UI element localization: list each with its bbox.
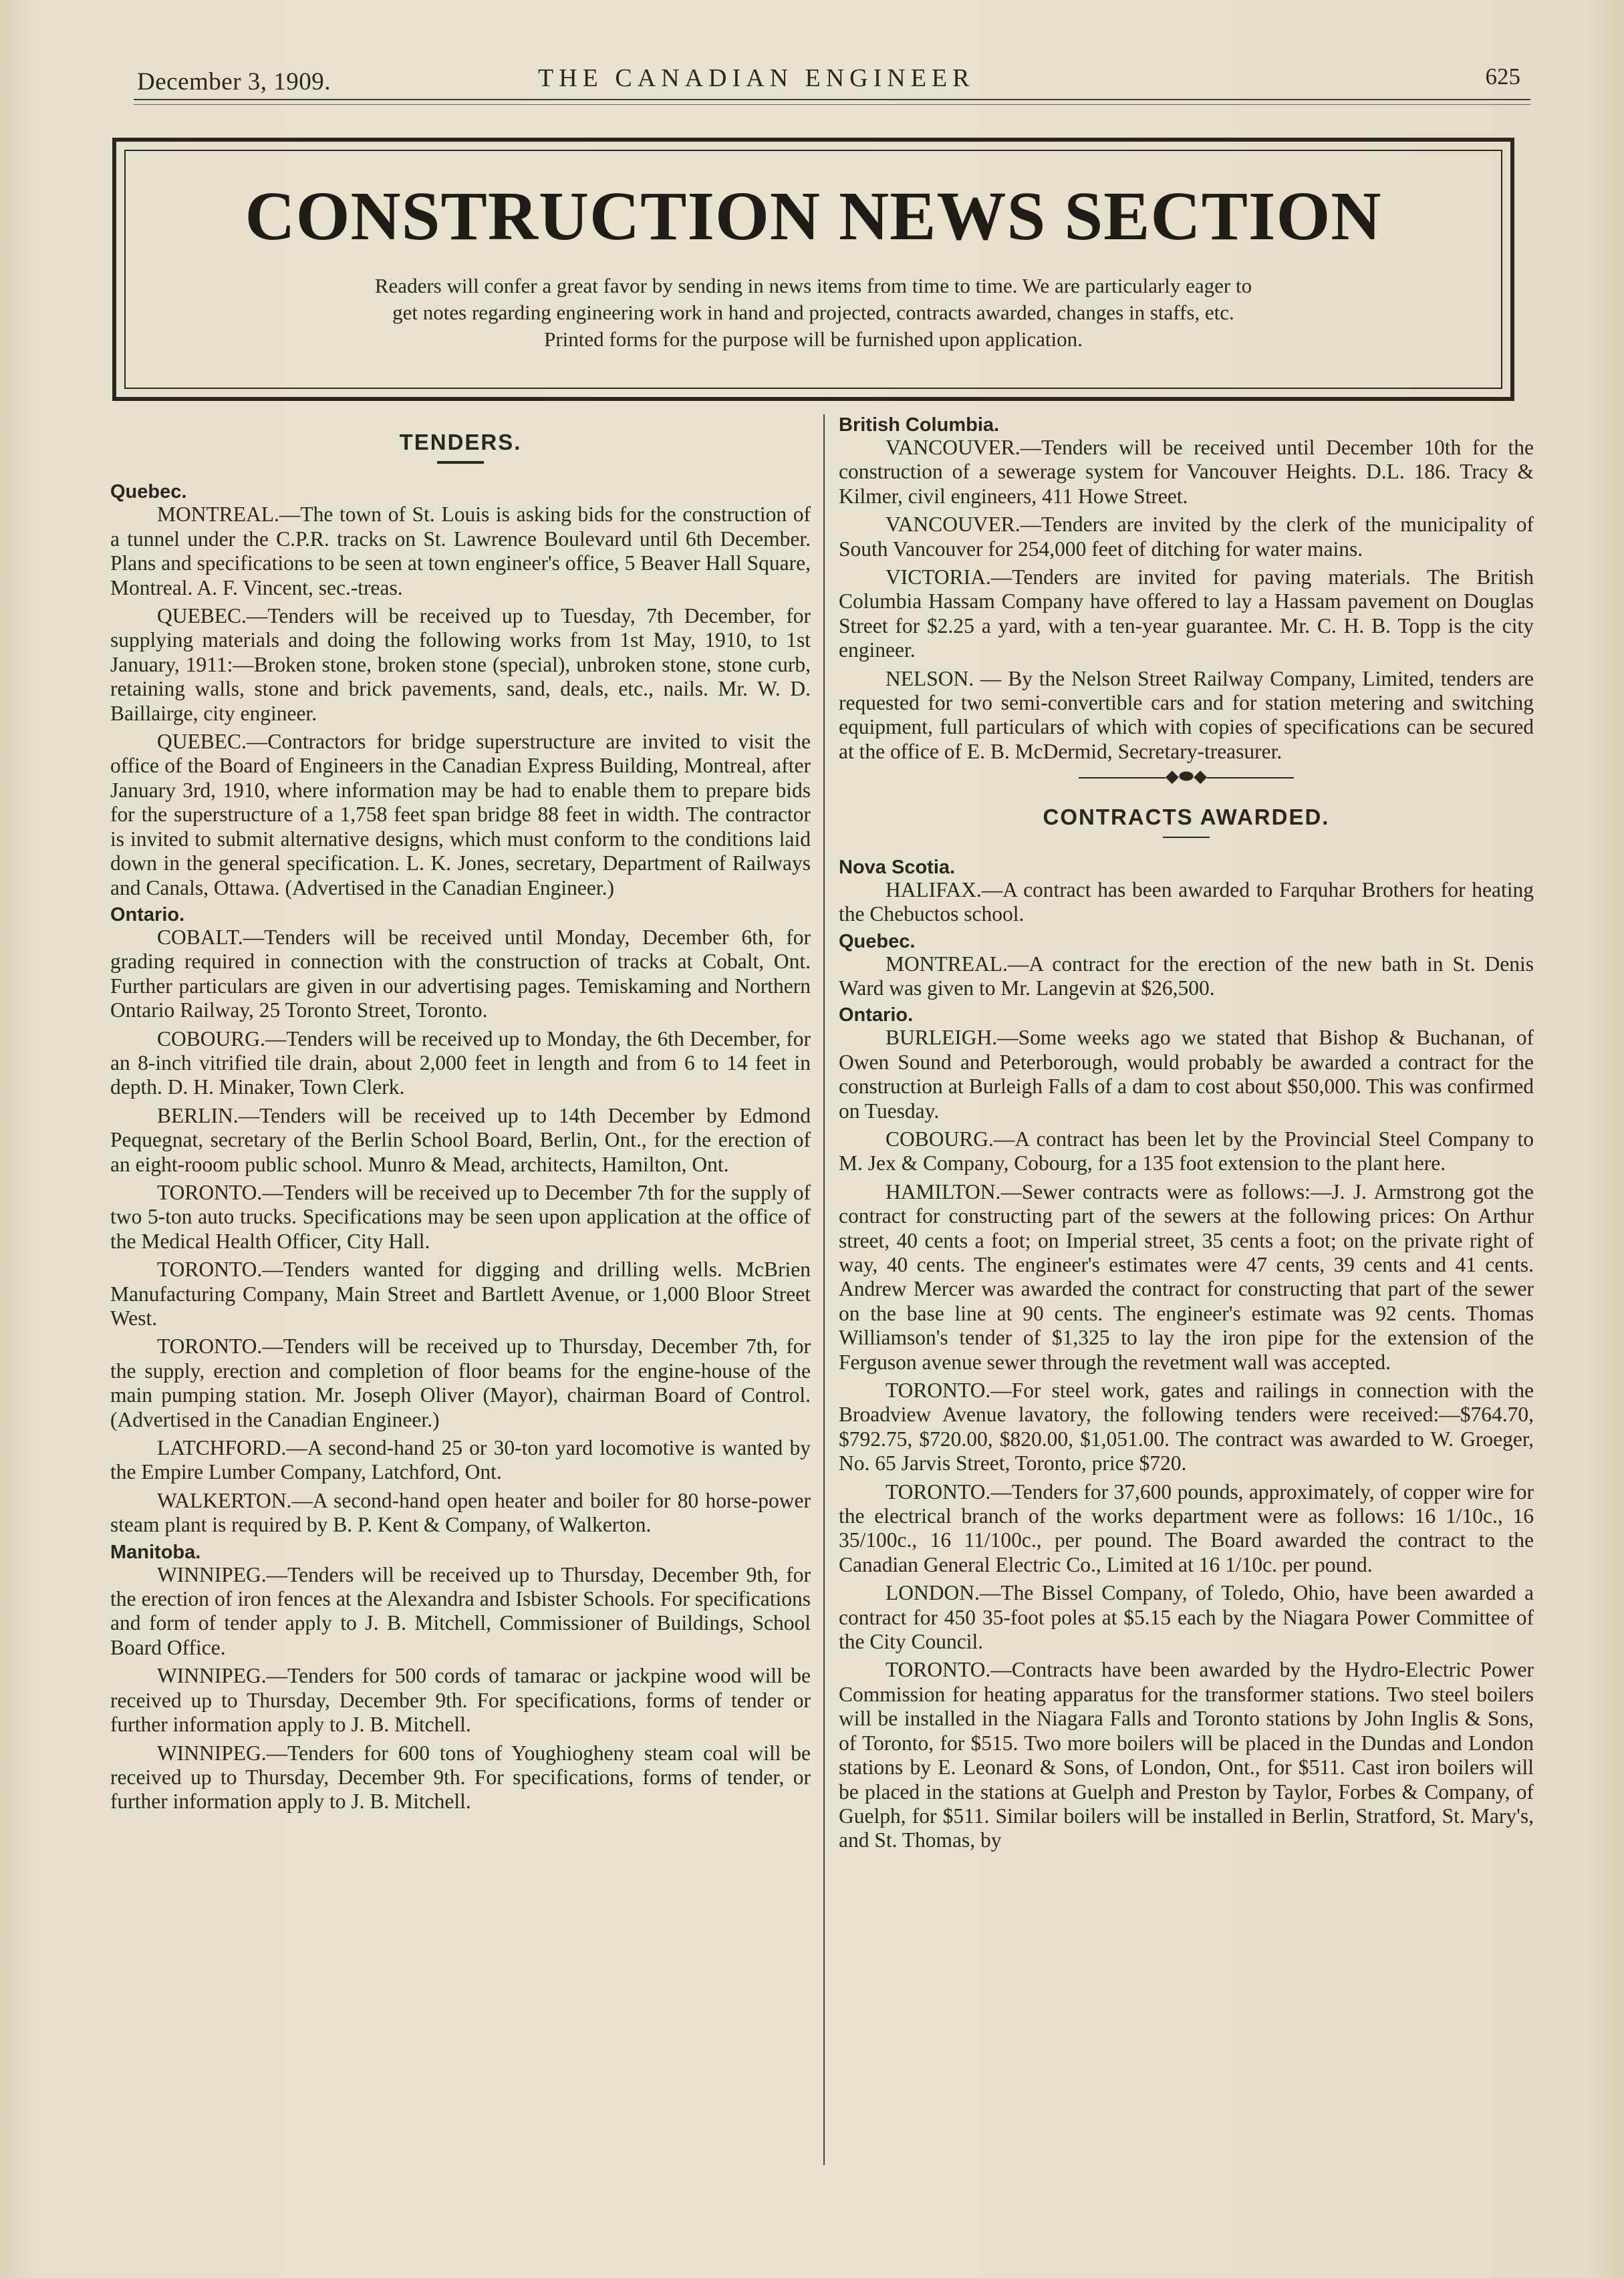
region-heading: Manitoba.: [110, 1541, 201, 1563]
news-item: COBOURG.—A contract has been let by the Provincial Steel Company to M. Jex & Company, Cobourg, for a 135 foot extension to the plant here.: [839, 1127, 1534, 1175]
tenders-heading: TENDERS.: [399, 430, 522, 454]
issue-date: December 3, 1909.: [137, 68, 331, 96]
heading-rule: [437, 461, 484, 464]
banner-notice-line: get notes regarding engineering work in hand and projected, contracts awarded, changes in staffs, etc.: [392, 301, 1234, 324]
news-item: WINNIPEG.—Tenders for 600 tons of Youghiogheny steam coal will be received up to Thursday, December 9th. For specifications, forms of tender, or further information apply to J. B. Mitchell.: [110, 1741, 811, 1814]
news-item: NELSON. — By the Nelson Street Railway Company, Limited, tenders are requested for two semi-convertible cars and for station metering and switching equipment, full particulars of which with copies of specifications can be secured at the office of E. B. McDermid, Secretary-treasurer.: [839, 666, 1534, 763]
heading-rule: [1163, 837, 1210, 838]
news-item: MONTREAL.—The town of St. Louis is asking bids for the construction of a tunnel under the C.P.R. tracks on St. Lawrence Boulevard until 6th December. Plans and specifications to be seen at town engineer's office, 5 Beaver Hall Square, Montreal. A. F. Vincent, sec.-treas.: [110, 503, 811, 599]
news-item: LATCHFORD.—A second-hand 25 or 30-ton yard locomotive is wanted by the Empire Lumber Company, Latchford, Ont.: [110, 1436, 811, 1484]
region-heading: Quebec.: [839, 930, 916, 952]
news-item: HALIFAX.—A contract has been awarded to Farquhar Brothers for heating the Chebuctos school.: [839, 877, 1534, 926]
news-item: QUEBEC.—Contractors for bridge superstructure are invited to visit the office of the Board of Engineers in the Canadian Express Building, Montreal, after January 3rd, 1910, where information may be had to enable them to prepare bids for the superstructure of a 1,758 feet span bridge 88 feet in width. The contractor is invited to submit alternative designs, which must conform to the conditions laid down in the general specification. L. K. Jones, secretary, Department of Railways and Canals, Ottawa. (Advertised in the Canadian Engineer.): [110, 730, 811, 899]
news-item: VICTORIA.—Tenders are invited for paving materials. The British Columbia Hassam Company have offered to lay a Hassam pavement on Douglas Street for $2.25 a yard, with a ten-year guarantee. Mr. C. H. B. Topp is the city engineer.: [839, 565, 1534, 662]
banner-notice: [170, 273, 1457, 353]
left-column: [110, 414, 811, 1818]
news-item: BURLEIGH.—Some weeks ago we stated that Bishop & Buchanan, of Owen Sound and Peterborough, would probably be awarded a contract for the construction at Burleigh Falls of a dam to cost about $50,000. This was confirmed on Tuesday.: [839, 1026, 1534, 1123]
news-item: WALKERTON.—A second-hand open heater and boiler for 80 horse-power steam plant is required by B. P. Kent & Company, of Walkerton.: [110, 1488, 811, 1537]
news-item: TORONTO.—Tenders will be received up to Thursday, December 7th, for the supply, erection and completion of floor beams for the engine-house of the main pumping station. Mr. Joseph Oliver (Mayor), chairman Board of Control. (Advertised in the Canadian Engineer.): [110, 1334, 811, 1431]
banner-title: CONSTRUCTION NEWS SECTION: [245, 178, 1382, 255]
news-item: VANCOUVER.—Tenders are invited by the clerk of the municipality of South Vancouver for 254,000 feet of ditching for water mains.: [839, 513, 1534, 561]
news-item: TORONTO.—Tenders will be received up to December 7th for the supply of two 5-ton auto trucks. Specifications may be seen upon application at the office of the Medical Health Officer, City Hall.: [110, 1180, 811, 1253]
region-heading: British Columbia.: [839, 414, 1000, 436]
news-item: WINNIPEG.—Tenders for 500 cords of tamarac or jackpine wood will be received up to Thursday, December 9th. For specifications, forms of tender or further information apply to J. B. Mitchell.: [110, 1664, 811, 1737]
journal-title: THE CANADIAN ENGINEER: [538, 64, 975, 92]
contracts-heading: CONTRACTS AWARDED.: [1043, 805, 1330, 830]
news-item: BERLIN.—Tenders will be received up to 14th December by Edmond Pequegnat, secretary of the Berlin School Board, Berlin, Ont., for the erection of an eight-rooom public school. Munro & Mead, architects, Hamilton, Ont.: [110, 1103, 811, 1176]
ornament-divider: ◆⬬◆: [839, 768, 1534, 785]
banner-notice-line: Printed forms for the purpose will be furnished upon application.: [544, 327, 1083, 351]
news-item: LONDON.—The Bissel Company, of Toledo, Ohio, have been awarded a contract for 450 35-foot poles at $5.15 each by the Niagara Power Committee of the City Council.: [839, 1581, 1534, 1654]
region-heading: Ontario.: [839, 1004, 914, 1026]
news-item: MONTREAL.—A contract for the erection of the new bath in St. Denis Ward was given to Mr. Langevin at $26,500.: [839, 952, 1534, 1000]
section-banner: [112, 138, 1514, 401]
region-heading: Nova Scotia.: [839, 856, 956, 878]
region-heading: Quebec.: [110, 481, 187, 503]
news-item: VANCOUVER.—Tenders will be received until December 10th for the construction of a sewerage system for Vancouver Heights. D.L. 186. Tracy & Kilmer, civil engineers, 411 Howe Street.: [839, 436, 1534, 508]
news-item: WINNIPEG.—Tenders will be received up to Thursday, December 9th, for the erection of iron fences at the Alexandra and Isbister Schools. For specifications and form of tender apply to J. B. Mitchell, Commissioner of Buildings, School Board Office.: [110, 1562, 811, 1659]
column-divider: [823, 414, 825, 2165]
news-item: TORONTO.—Tenders for 37,600 pounds, approximately, of copper wire for the electrical branch of the works department were as follows: 16 1/10c., 16 35/100c., 16 11/100c., per pound. The Board awarded the contract to the Canadian General Electric Co., Limited at 16 1/10c. per pound.: [839, 1479, 1534, 1576]
running-head: [137, 63, 1520, 104]
news-item: TORONTO.—For steel work, gates and railings in connection with the Broadview Avenue lavatory, the following tenders were received:—$764.70, $792.75, $720.00, $820.00, $1,051.00. The contract was awarded to W. Groeger, No. 65 Jarvis Street, Toronto, price $720.: [839, 1379, 1534, 1475]
region-heading: Ontario.: [110, 903, 185, 926]
page-number: 625: [1485, 63, 1520, 90]
header-rule-thin: [134, 104, 1530, 105]
news-item: HAMILTON.—Sewer contracts were as follows:—J. J. Armstrong got the contract for constructing part of the sewers at the following prices: On Arthur street, 40 cents a foot; on Imperial street, 35 cents a foot; on the private right of way, 40 cents. The engineer's estimates were 47 cents, 39 cents and 41 cents. Andrew Mercer was awarded the contract for constructing that part of the sewer on the base line at 90 cents. The engineer's estimate was 92 cents. Thomas Williamson's tender of $1,325 to lay the iron pipe for the extension of the Ferguson avenue sewer through the revetment wall was accepted.: [839, 1179, 1534, 1374]
news-item: COBOURG.—Tenders will be received up to Monday, the 6th December, for an 8-inch vitrified tile drain, about 2,000 feet in length and from 6 to 14 feet in depth. D. H. Minaker, Town Clerk.: [110, 1026, 811, 1099]
news-item: TORONTO.—Contracts have been awarded by the Hydro-Electric Power Commission for heating apparatus for the transformer stations. Two steel boilers will be installed in the Niagara Falls and Toronto stations by John Inglis & Sons, of Toronto, for $515. Two more boilers will be placed in the Dundas and London stations by E. Leonard & Sons, of London, Ont., for $511. Cast iron boilers will be placed in the stations at Guelph and Preston by Taylor, Forbes & Company, of Guelph, for $511. Similar boilers will be installed in Berlin, Stratford, St. Mary's, and St. Thomas, by: [839, 1658, 1534, 1852]
news-item: COBALT.—Tenders will be received until Monday, December 6th, for grading required in connection with the construction of tracks at Cobalt, Ont. Further particulars are given in our advertising pages. Temiskaming and Northern Ontario Railway, 25 Toronto Street, Toronto.: [110, 925, 811, 1022]
right-column: [839, 414, 1534, 1857]
news-item: QUEBEC.—Tenders will be received up to Tuesday, 7th December, for supplying materials and doing the following works from 1st May, 1910, to 1st January, 1911:—Broken stone, broken stone (special), unbroken stone, stone curb, retaining walls, stone and brick pavements, sand, deals, etc., nails. Mr. W. D. Baillairge, city engineer.: [110, 604, 811, 725]
banner-notice-line: Readers will confer a great favor by sending in news items from time to time. We are particularly eager to: [374, 274, 1252, 297]
news-item: TORONTO.—Tenders wanted for digging and drilling wells. McBrien Manufacturing Company, Main Street and Bartlett Avenue, or 1,000 Bloor Street West.: [110, 1258, 811, 1330]
header-rule: [134, 99, 1530, 100]
